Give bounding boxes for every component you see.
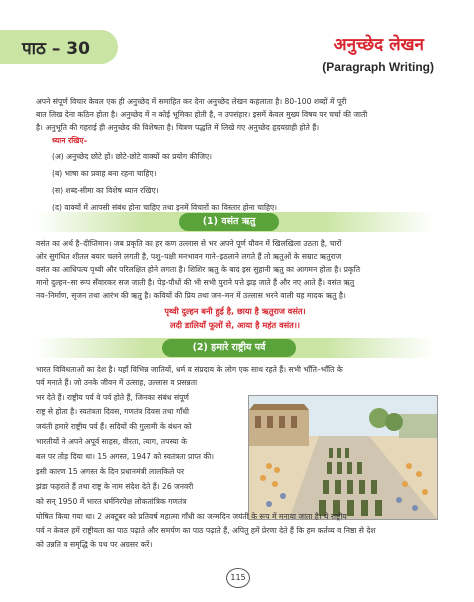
note-item: (द) वाक्यों में आपसी संबंध होना चाहिए तथा इनमें विचारों का विस्तार होना चाहिए। [52,203,278,212]
spring-line: नव–निर्माण, सृजन तथा आरंभ की ऋतु है। कवियों की प्रिय तथा जन–मन में उल्लास भरने वाली यह मादक ऋतु है। [36,291,346,300]
note-item: (ब) भाषा का प्रवाह बना रहना चाहिए। [52,169,157,178]
lesson-number: पाठ – 30 [22,39,90,59]
festival-line: को उन्नति व समृद्धि के पथ पर अग्रसर करें। [36,540,153,549]
intro-line: अपने संपूर्ण विचार केवल एक ही अनुच्छेद में समाहित कर देना अनुच्छेद लेखन कहलाता है। 80-100 शब्दों में पूरी [36,97,347,106]
festival-line: भारत विविधताओं का देश है। यहाँ विभिन्न जातियों, धर्म व संप्रदाय के लोग एक साथ रहते हैं। सभी भाँति–भाँति के [36,365,343,374]
festival-line: राष्ट्र से होता है। स्वतंत्रता दिवस, गणतंत्र दिवस तथा गाँधी [36,407,189,416]
page-number: 115 [226,568,250,588]
chapter-title-hindi: अनुच्छेद लेखन [333,35,424,55]
spring-line: ओर सुगंधित शीतल बयार चलने लगती है, पशु–पक्षी मनभावन गाने–इठलाने लगते हैं तो ऋतुओं के सम्राट ऋतुराज [36,252,342,261]
festival-line: घोषित किया गया था। 2 अक्टूबर को प्रतिवर्ष महात्मा गाँधी का जन्मदिन जयंती के रूप में मनाया जाता है। ये राष्ट्रीय [36,512,347,521]
note-item: (अ) अनुच्छेद छोटे हों। छोटे-छोटे वाक्यों का प्रयोग कीजिए। [52,152,213,161]
intro-line: बात लिख देना कठिन होता है। अनुच्छेद में न कोई भूमिका होती है, न उपसंहार। इसमें केवल मुख्य विषय पर चर्चा की जाती [36,110,368,119]
festival-line: भारतीयों ने अपने अपूर्व साहस, वीरता, त्याग, तपस्या के [36,437,188,446]
section-title-spring: (1) वसंत ऋतु [179,213,279,231]
festival-line: जयंती हमारे राष्ट्रीय पर्व हैं। सदियों की गुलामी के बंधन को [36,422,192,431]
lesson-number-tag [0,30,118,64]
section-header-band [36,338,434,358]
festival-line: इसी कारण 15 अगस्त के दिन प्रधानमंत्री लालकिले पर [36,467,185,476]
chapter-title-english: (Paragraph Writing) [322,60,434,74]
intro-line: है। अनुभूति की गहराई ही अनुच्छेद की विशेषता है। चित्रण पद्धति में लिखे गए अनुच्छेद हृदयग्राही होते हैं। [36,123,320,132]
spring-line: मानो दुल्हन–सा रूप सँवारकर सज जाती है। पेड़-पौधों की भी सभी पुराने पत्ते झड़ जाते हैं और नए आते हैं। वसंत ऋतु [36,278,355,287]
poem-line: पृथ्वी दुल्हन बनी हुई है, छाया है ऋतुराज वसंत। [164,306,306,316]
festival-line: पर्व न केवल हमें राष्ट्रीयता का पाठ पढ़ाते और समर्पण का पाठ पढ़ाते हैं, अपितु हमें प्रेरणा देते हैं कि हम कर्तव्य व निष्ठा से देश [36,526,376,535]
spring-line: वसंत का आधिपत्य पृथ्वी और परिलक्षित होने लगता है। शिशिर ऋतु के बाद इस सुहानी ऋतु का आगमन होता है। प्रकृति [36,265,361,274]
parade-scene-icon [249,396,437,519]
poem-line: लदी डालियाँ फूलों से, आया है महंत वसंत।। [169,320,301,330]
festival-line: भर देते हैं। राष्ट्रीय पर्व वे पर्व होते हैं, जिनका संबंध संपूर्ण [36,393,189,402]
section-header-band [36,212,434,232]
republic-day-parade-illustration [248,395,438,520]
section-title-national-festivals: (2) हमारे राष्ट्रीय पर्व [162,339,296,357]
spring-line: वसंत का अर्थ है–दीप्तिमान। जब प्रकृति का हर कण उल्लास से भर अपने पूर्ण यौवन में खिलखिला उठता है, चारों [36,239,342,248]
festival-line: झंडा फहराते हैं तथा राष्ट्र के नाम संदेश देते हैं। 26 जनवरी [36,482,194,491]
note-item: (स) शब्द-सीमा का विशेष ध्यान रखिए। [52,186,159,195]
festival-line: को सन् 1950 में भारत धर्मनिरपेक्ष लोकतांत्रिक गणतंत्र [36,497,187,506]
notes-heading: ध्यान रखिए– [52,136,88,145]
festival-line: बल पर तोड़ दिया था। 15 अगस्त, 1947 को स्वतंत्रता प्राप्त की। [36,452,215,461]
festival-line: पर्व मनाते हैं। जो उनके जीवन में उत्साह, उल्लास व प्रसन्नता [36,378,198,387]
